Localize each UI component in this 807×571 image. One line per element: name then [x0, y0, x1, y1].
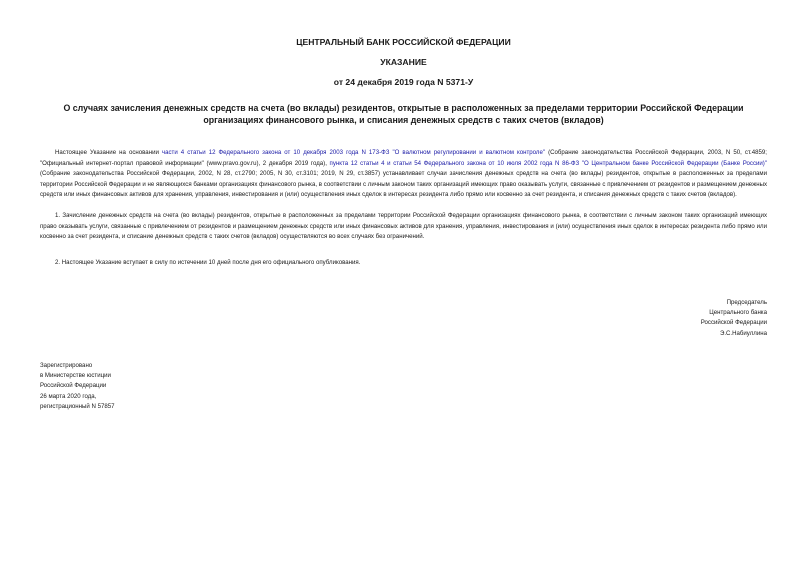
registration-line-1: Зарегистрировано [40, 362, 93, 369]
signature-block [567, 298, 767, 339]
signature-org-line-1: Центрального банка [709, 309, 767, 317]
clause-1-paragraph: 1. Зачисление денежных средств на счета (во вклады) резидентов, открытые в расположенных за пределами территории Российской Федерации организациях финансового рынка, в соответствии с личным законом таких организаций имеющих право оказывать услуги, связанные с привлечением от резидентов и размещением денежных средств или иных финансовых активов для хранения, управления, инвестирования и (или) осуществления иных сделок в интересах резидента либо прямо или косвенно за счет резидента, и списание денежных средств с таких счетов (вкладов) осуществляются во всех случаях без ограничений. [40, 212, 767, 240]
document-title-line-2: организациях финансового рынка, и списания денежных средств с таких счетов (вкладов) [203, 114, 604, 125]
preamble-text-2: (Собрание законодательства Российской Федерации, 2003, N 50, ст.4859; "Официальный интернет-портал правовой информации" (www.pravo.gov.ru), 2 декабря 2019 года), [40, 149, 767, 167]
registration-number: регистрационный N 57857 [40, 402, 115, 410]
document-date-number: от 24 декабря 2019 года N 5371-У [333, 77, 474, 87]
registration-block [40, 361, 240, 412]
signature-position: Председатель [726, 299, 767, 306]
document-title-line-1: О случаях зачисления денежных средств на счета (во вклады) резидентов, открытые в расположенных за пределами территории Российской Федерации [63, 103, 744, 113]
document-type: УКАЗАНИЕ [380, 57, 427, 67]
registration-line-2: в Министерстве юстиции [40, 372, 111, 380]
preamble-text-3: (Собрание законодательства Российской Федерации, 2002, N 28, ст.2790; 2005, N 30, ст.3101; 2019, N 29, ст.3857) устанавливает случаи зачисления денежных средств на счета (во вклады) резидентов, открытые в расположенных за пределами территории Российской Федерации и не являющихся банками организациях финансового рынка, в соответствии с личным законом таких организаций имеющих право оказывать услуги, связанные с привлечением от резидентов и размещением денежных средств или иных финансовых активов для хранения, управления, инвестирования и (или) осуществления иных сделок в интересах резидента либо прямо или косвенно за счет резидента, и списания денежных средств с таких счетов (вкладов). [40, 170, 767, 198]
issuer-heading: ЦЕНТРАЛЬНЫЙ БАНК РОССИЙСКОЙ ФЕДЕРАЦИИ [296, 37, 511, 47]
document-title [40, 103, 767, 126]
signatory-name: Э.С.Набиуллина [719, 329, 767, 337]
law-173-fz-link[interactable]: части 4 статьи 12 Федерального закона от 10 декабря 2003 года N 173-ФЗ "О валютном регулировании и валютном контроле" [161, 149, 546, 156]
preamble-paragraph [40, 148, 767, 201]
law-86-fz-link[interactable]: пункта 12 статьи 4 и статьи 54 Федерального закона от 10 июля 2002 года N 86-ФЗ "О Центральном банке Российской Федерации (Банке России)" [329, 159, 767, 167]
clause-2-paragraph: 2. Настоящее Указание вступает в силу по истечении 10 дней после дня его официального опубликования. [55, 259, 361, 266]
preamble-text-1: Настоящее Указание на основании [55, 149, 162, 156]
signature-org-line-2: Российской Федерации [700, 319, 767, 327]
registration-date: 26 марта 2020 года, [40, 392, 97, 400]
registration-line-3: Российской Федерации [40, 382, 107, 390]
